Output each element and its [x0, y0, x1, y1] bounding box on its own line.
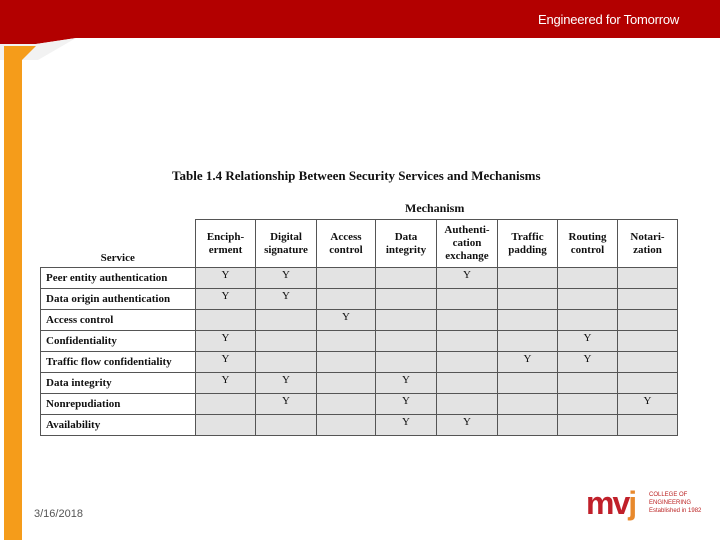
mechanism-header: Notari- zation [618, 220, 678, 268]
table-row [41, 331, 678, 352]
mechanism-cell: Y [376, 394, 437, 415]
mechanism-cell: Y [376, 373, 437, 394]
mechanism-cell [498, 289, 558, 310]
mechanism-header: Enciph- erment [196, 220, 256, 268]
mechanism-cell: Y [317, 310, 376, 331]
mechanism-cell [317, 352, 376, 373]
mechanism-cell: Y [437, 268, 498, 289]
mechanism-cell [558, 310, 618, 331]
logo-line-2: ENGINEERING [649, 500, 692, 506]
mechanism-cell [437, 289, 498, 310]
mechanism-cell [317, 415, 376, 436]
service-header: Service [100, 252, 135, 264]
service-name: Traffic flow confidentiality [41, 352, 196, 373]
mechanism-cell [558, 289, 618, 310]
mechanism-cell [256, 310, 317, 331]
mechanism-cell [437, 310, 498, 331]
mechanism-header: Access control [317, 220, 376, 268]
mechanism-cell: Y [256, 394, 317, 415]
mechanism-cell [317, 268, 376, 289]
accent-bar [4, 120, 22, 540]
mechanism-cell: Y [256, 268, 317, 289]
mechanism-cell [317, 331, 376, 352]
service-name: Data origin authentication [41, 289, 196, 310]
service-name: Access control [41, 310, 196, 331]
mechanism-cell: Y [376, 415, 437, 436]
logo-line-1: COLLEGE OF [649, 492, 688, 498]
mechanism-cell [196, 415, 256, 436]
mechanism-cell [498, 268, 558, 289]
mechanism-cell [196, 310, 256, 331]
logo-wordmark: mvj [586, 485, 636, 521]
mechanism-cell [618, 373, 678, 394]
header-row [41, 220, 678, 268]
mechanism-cell [558, 394, 618, 415]
mechanism-cell [256, 415, 317, 436]
mechanism-cell [437, 394, 498, 415]
mechanism-cell [376, 289, 437, 310]
mechanism-header: Traffic padding [498, 220, 558, 268]
mechanism-cell [196, 394, 256, 415]
mechanism-cell [618, 268, 678, 289]
mechanism-cell [437, 373, 498, 394]
mechanism-cell [256, 352, 317, 373]
table-row [41, 394, 678, 415]
mechanism-cell: Y [256, 373, 317, 394]
mechanism-cell: Y [256, 289, 317, 310]
mechanism-cell [256, 331, 317, 352]
mechanism-cell: Y [196, 331, 256, 352]
mechanism-cell: Y [558, 331, 618, 352]
slide-date: 3/16/2018 [34, 508, 83, 520]
table-row [41, 352, 678, 373]
mechanism-cell: Y [618, 394, 678, 415]
mechanism-cell: Y [196, 289, 256, 310]
mechanism-cell [498, 415, 558, 436]
table-row [41, 289, 678, 310]
mechanism-cell [498, 394, 558, 415]
mechanism-cell [376, 352, 437, 373]
table-row [41, 415, 678, 436]
mechanism-cell: Y [558, 352, 618, 373]
mechanism-cell [376, 310, 437, 331]
mechanism-cell: Y [437, 415, 498, 436]
header-tagline: Engineered for Tomorrow [538, 12, 680, 27]
mechanism-cell [498, 373, 558, 394]
table-row [41, 310, 678, 331]
table-row [41, 268, 678, 289]
mechanism-cell [618, 352, 678, 373]
table-title: Table 1.4 Relationship Between Security Services and Mechanisms [172, 168, 541, 183]
mechanism-cell [498, 331, 558, 352]
mechanism-cell [618, 310, 678, 331]
mechanism-cell [618, 289, 678, 310]
mechanism-header: Digital signature [256, 220, 317, 268]
mechanism-header: Authenti- cation exchange [437, 220, 498, 268]
service-name: Nonrepudiation [41, 394, 196, 415]
mechanism-header: Data integrity [376, 220, 437, 268]
mechanism-cell [317, 373, 376, 394]
mechanism-cell [498, 310, 558, 331]
mechanism-cell: Y [196, 373, 256, 394]
mechanism-cell [317, 394, 376, 415]
mechanism-cell [618, 415, 678, 436]
mechanism-cell [317, 289, 376, 310]
mechanism-cell [376, 331, 437, 352]
mechanism-cell [376, 268, 437, 289]
logo-line-3: Established in 1982 [649, 508, 702, 514]
mechanism-cell: Y [196, 268, 256, 289]
mechanism-cell: Y [498, 352, 558, 373]
mechanism-cell: Y [196, 352, 256, 373]
service-name: Data integrity [41, 373, 196, 394]
mechanism-cell [558, 373, 618, 394]
service-name: Confidentiality [41, 331, 196, 352]
mechanism-cell [618, 331, 678, 352]
services-mechanisms-table [40, 219, 678, 436]
mechanism-cell [437, 352, 498, 373]
table-row [41, 373, 678, 394]
service-name: Availability [41, 415, 196, 436]
college-logo [586, 485, 702, 526]
mechanism-header: Routing control [558, 220, 618, 268]
mechanism-cell [558, 415, 618, 436]
mechanism-group-label: Mechanism [405, 201, 465, 215]
mechanism-cell [558, 268, 618, 289]
mechanism-cell [437, 331, 498, 352]
service-name: Peer entity authentication [41, 268, 196, 289]
